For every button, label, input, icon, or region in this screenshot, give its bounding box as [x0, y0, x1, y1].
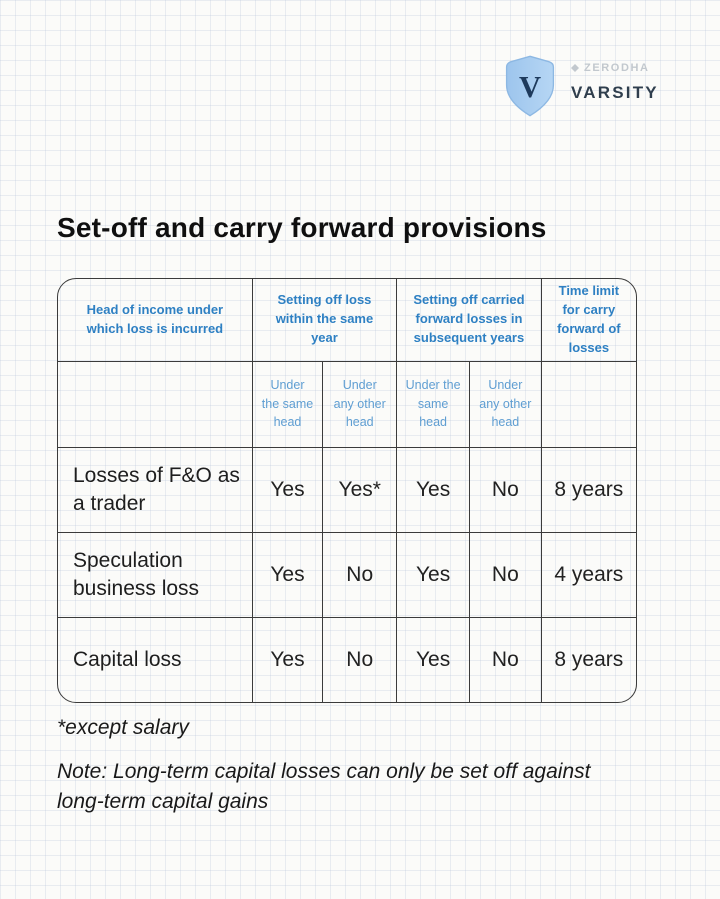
zerodha-kite-icon	[571, 59, 579, 77]
provisions-table	[57, 278, 637, 703]
row-label: Speculation business loss	[58, 532, 252, 617]
note-long-term-losses: Note: Long-term capital losses can only be set off against long-term capital gains	[57, 760, 591, 813]
table-row-capital-loss	[58, 617, 636, 702]
value-cell: No	[470, 447, 542, 532]
footnote-except-salary: *except salary	[57, 716, 189, 739]
table-row-speculation-loss	[58, 532, 636, 617]
header-setoff-same-year: Setting off loss within the same year	[252, 279, 396, 361]
subheader-other-head-1: Under any other head	[323, 361, 397, 447]
varsity-logo	[503, 54, 659, 123]
value-cell: No	[470, 532, 542, 617]
table-header-row	[58, 279, 636, 361]
empty-cell	[541, 361, 636, 447]
provisions-table-grid	[58, 279, 636, 702]
header-setoff-carried-forward: Setting off carried forward losses in subsequent years	[397, 279, 541, 361]
value-cell: Yes*	[323, 447, 397, 532]
subheader-same-head-1: Under the same head	[252, 361, 323, 447]
value-cell: Yes	[252, 532, 323, 617]
subheader-other-head-2: Under any other head	[470, 361, 542, 447]
shield-icon	[503, 54, 557, 123]
empty-cell	[58, 361, 252, 447]
shield-letter: V	[518, 69, 542, 104]
row-label: Capital loss	[58, 617, 252, 702]
value-cell: No	[323, 532, 397, 617]
value-cell: Yes	[252, 617, 323, 702]
value-cell: No	[470, 617, 542, 702]
zerodha-wordmark: ZERODHA	[584, 62, 650, 74]
page-title: Set-off and carry forward provisions	[57, 212, 547, 243]
subheader-same-head-2: Under the same head	[397, 361, 470, 447]
varsity-wordmark: VARSITY	[571, 83, 659, 102]
logo-text	[571, 54, 659, 103]
value-cell: Yes	[252, 447, 323, 532]
value-cell: 8 years	[541, 447, 636, 532]
header-head-of-income: Head of income under which loss is incurred	[58, 279, 252, 361]
table-row-fo-losses	[58, 447, 636, 532]
value-cell: Yes	[397, 447, 470, 532]
value-cell: 4 years	[541, 532, 636, 617]
value-cell: 8 years	[554, 647, 624, 671]
header-time-limit: Time limit for carry forward of losses	[541, 279, 636, 361]
zerodha-row	[571, 59, 659, 77]
row-label: Losses of F&O as a trader	[58, 447, 252, 532]
value-cell: Yes	[397, 532, 470, 617]
value-cell: Yes	[397, 617, 470, 702]
value-cell: No	[323, 617, 397, 702]
table-subheader-row	[58, 361, 636, 447]
